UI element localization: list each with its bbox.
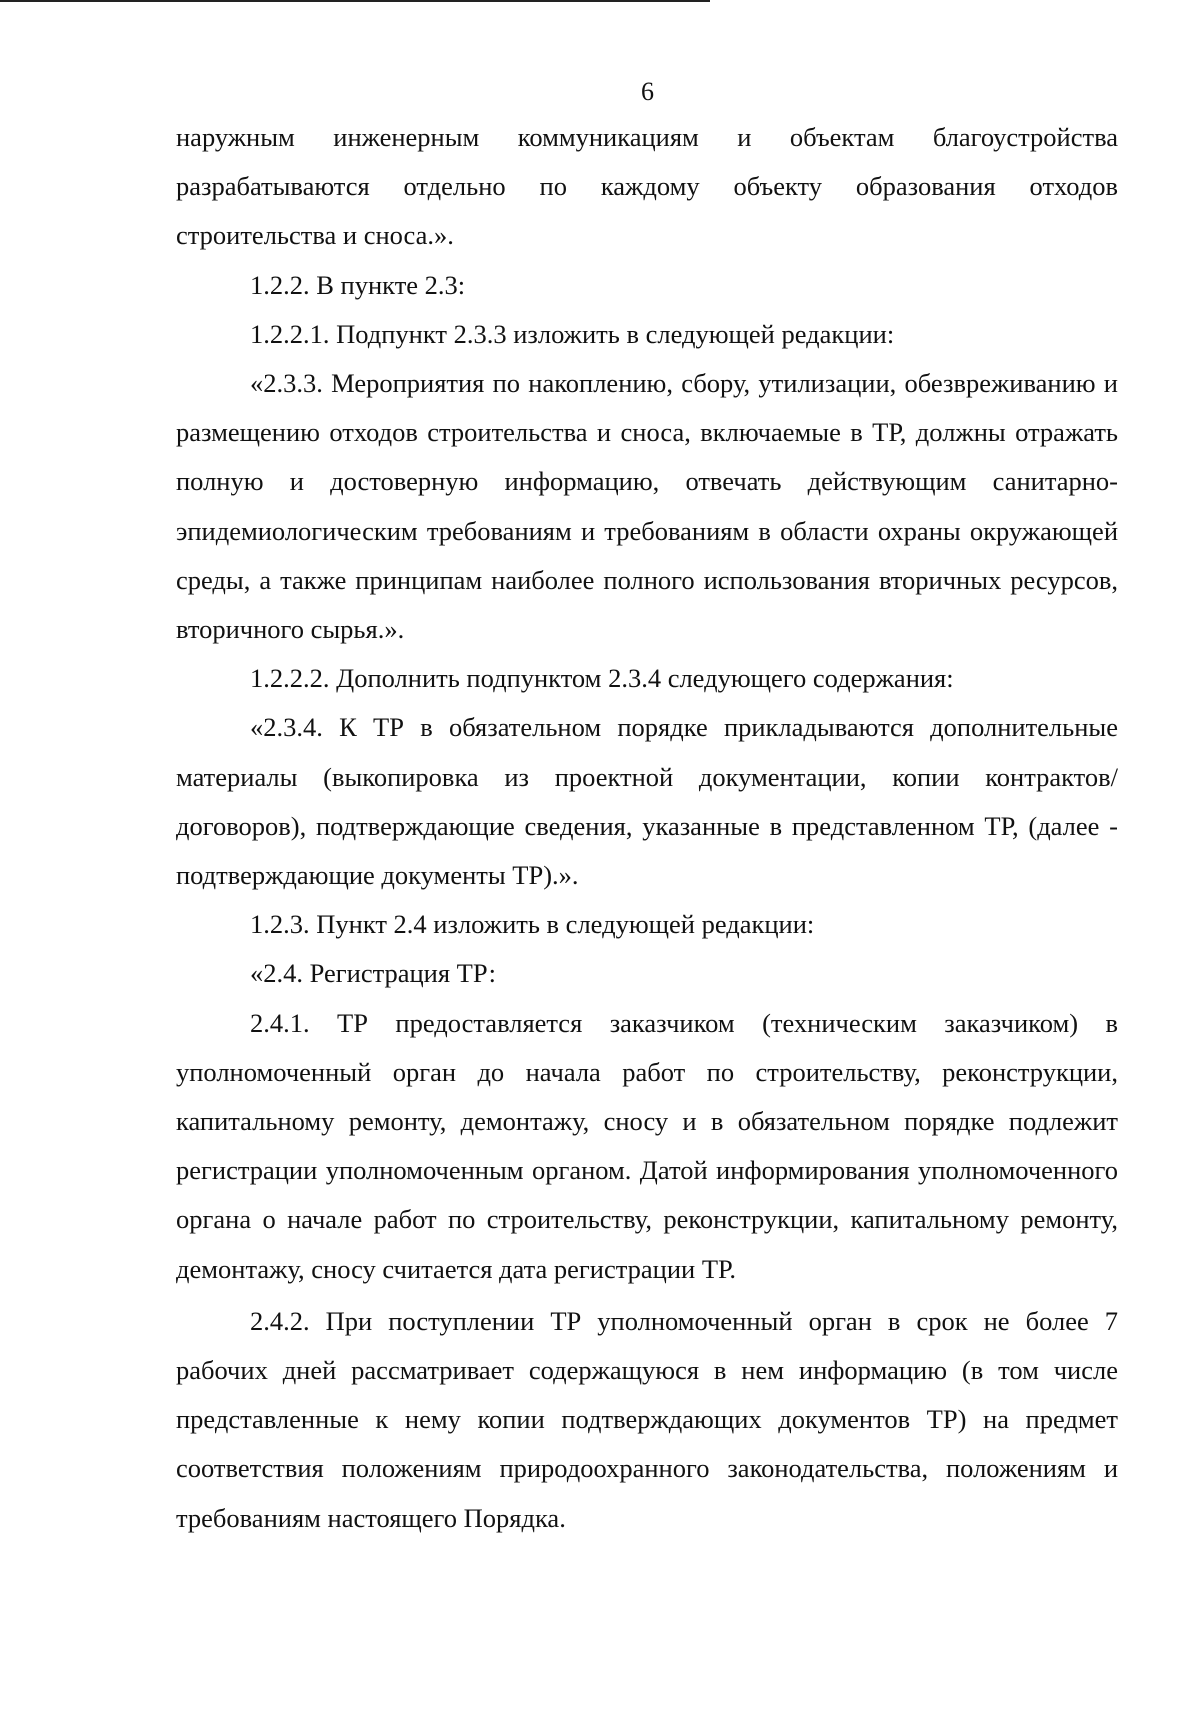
paragraph-2-3-4: «2.3.4. К ТР в обязательном порядке прикладываются дополнительные материалы (выкопировка из проектной документации, копии контрактов/договоров), подтверждающие сведения, указанные в представленном ТР, (далее - подтверждающие документы ТР).». [176, 712, 1118, 891]
paragraph-2-4-2: 2.4.2. При поступлении ТР уполномоченный орган в срок не более 7 рабочих дней рассматривает содержащуюся в нем информацию (в том числе представленные к нему копии подтверждающих документов ТР) на предмет соответствия положениям природоохранного законодательства, положениям и требованиям настоящего Порядка. [176, 1305, 1118, 1533]
paragraph-1-2-2-2: 1.2.2.2. Дополнить подпунктом 2.3.4 следующего содержания: [250, 663, 954, 694]
paragraph-continuation: наружным инженерным коммуникациям и объектам благоустройства разрабатываются отдельно по каждому объекту образования отходов строительства и сноса.». [176, 122, 1118, 251]
page-number: 6 [641, 77, 654, 106]
paragraph-2-4: «2.4. Регистрация ТР: [250, 958, 496, 989]
paragraph-1-2-2-1: 1.2.2.1. Подпункт 2.3.3 изложить в следующей редакции: [250, 318, 895, 349]
paragraph-1-2-3: 1.2.3. Пункт 2.4 изложить в следующей редакции: [250, 909, 815, 940]
scan-edge-rule [0, 0, 710, 2]
paragraph-2-4-1: 2.4.1. ТР предоставляется заказчиком (техническим заказчиком) в уполномоченный орган до начала работ по строительству, реконструкции, капитальному ремонту, демонтажу, сносу и в обязательном порядке подлежит регистрации уполномоченным органом. Датой информирования уполномоченного органа о начале работ по строительству, реконструкции, капитальному ремонту, демонтажу, сносу считается дата регистрации ТР. [176, 1007, 1118, 1284]
paragraph-2-3-3: «2.3.3. Мероприятия по накоплению, сбору, утилизации, обезвреживанию и размещению отходов строительства и сноса, включаемые в ТР, должны отражать полную и достоверную информацию, отвечать действующим санитарно-эпидемиологическим требованиям и требованиям в области охраны окружающей среды, а также принципам наиболее полного использования вторичных ресурсов, вторичного сырья.». [176, 368, 1118, 645]
paragraph-1-2-2: 1.2.2. В пункте 2.3: [250, 269, 466, 300]
document-body [176, 113, 1118, 1543]
